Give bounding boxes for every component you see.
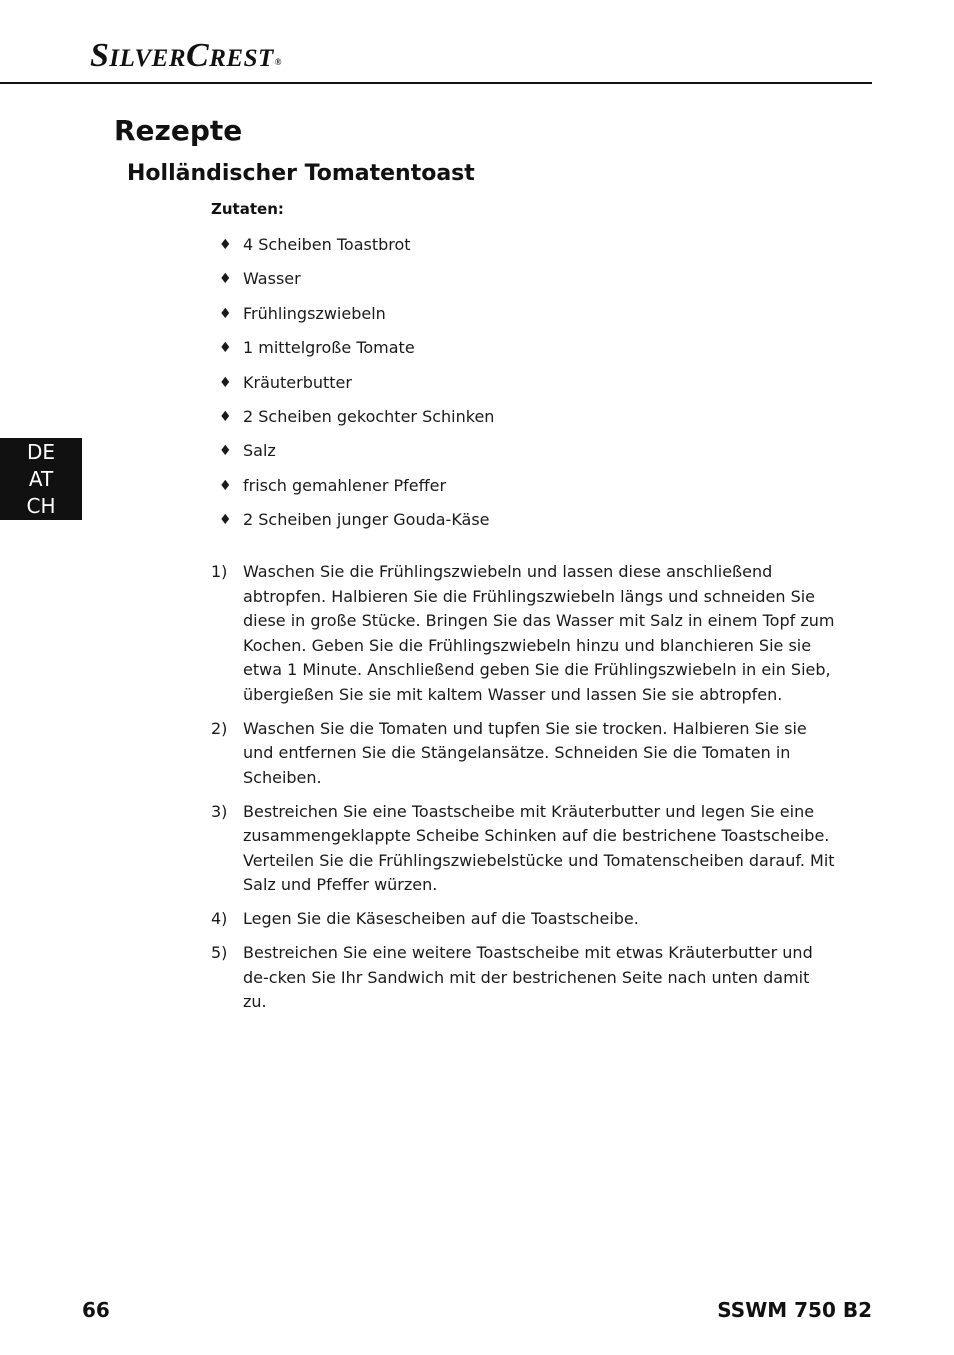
ingredient-text: Kräuterbutter: [243, 372, 352, 392]
silvercrest-logo: [90, 36, 282, 79]
recipe-title: Holländischer Tomatentoast: [127, 161, 475, 186]
ingredient-item: [211, 233, 494, 267]
ingredient-item: [211, 267, 494, 301]
ingredient-item: [211, 336, 494, 370]
diamond-bullet-icon: ♦: [219, 374, 232, 391]
step-number: 1): [211, 562, 228, 581]
section-title: Rezepte: [114, 114, 243, 147]
step-item: [211, 717, 836, 791]
language-tab: [0, 438, 82, 520]
step-number: 2): [211, 718, 228, 738]
language-at: AT: [28, 466, 54, 491]
ingredient-item: [211, 302, 494, 336]
brand-silver-s: S: [90, 37, 110, 74]
ingredients-heading: Zutaten:: [211, 200, 284, 218]
ingredient-text: Frühlingszwiebeln: [243, 303, 386, 323]
step-text: Waschen Sie die Tomaten und tupfen Sie sie trocken. Halbieren Sie sie und entfernen Sie die Stängelansätze. Schneiden Sie die Tomaten in Scheiben.: [243, 718, 807, 787]
step-text: Bestreichen Sie eine Toastscheibe mit Kräuterbutter und legen Sie eine zusammengeklappte Scheibe Schinken auf die bestrichene Toastscheibe. Verteilen Sie die Frühlingszwiebelstücke und Tomatenscheiben darauf. Mit Salz und Pfeffer würzen.: [243, 801, 835, 894]
ingredient-text: frisch gemahlener Pfeffer: [243, 475, 447, 495]
ingredient-item: [211, 508, 494, 542]
ingredient-text: 2 Scheiben junger Gouda-Käse: [243, 510, 490, 530]
diamond-bullet-icon: ♦: [219, 512, 232, 529]
step-number: 5): [211, 943, 228, 962]
step-item: [211, 907, 836, 932]
ingredients-list: [211, 233, 494, 543]
ingredient-text: Wasser: [243, 269, 301, 289]
step-number: 3): [211, 801, 228, 821]
diamond-bullet-icon: ♦: [219, 408, 232, 425]
step-number: 4): [211, 909, 228, 928]
step-item: [211, 800, 836, 898]
ingredient-text: 1 mittelgroße Tomate: [243, 338, 415, 358]
diamond-bullet-icon: ♦: [219, 237, 232, 253]
diamond-bullet-icon: ♦: [219, 340, 232, 357]
ingredient-item: [211, 405, 494, 439]
header-divider: [0, 82, 872, 84]
ingredient-text: Salz: [243, 441, 276, 461]
diamond-bullet-icon: ♦: [219, 477, 232, 494]
brand-crest-c: C: [186, 37, 210, 74]
ingredient-item: [211, 474, 494, 508]
step-item: [211, 560, 836, 707]
steps-list: [211, 560, 836, 1024]
ingredient-item: [211, 439, 494, 473]
language-de: DE: [26, 439, 56, 464]
ingredient-item: [211, 371, 494, 405]
step-text: Legen Sie die Käsescheiben auf die Toastscheibe.: [243, 909, 639, 928]
diamond-bullet-icon: ♦: [219, 443, 232, 460]
brand-crest-rest: REST: [209, 45, 274, 72]
step-text: Waschen Sie die Frühlingszwiebeln und lassen diese anschließend abtropfen. Halbieren Sie die Frühlingszwiebeln längs und schneiden Sie diese in große Stücke. Bringen Sie das Wasser mit Salz in einem Topf zum Kochen. Geben Sie die Frühlingszwiebeln hinzu und blanchieren Sie sie etwa 1 Minute. Anschließend geben Sie die Frühlingszwiebeln in ein Sieb, übergießen Sie sie mit kaltem Wasser und lassen Sie sie abtropfen.: [243, 562, 835, 704]
diamond-bullet-icon: ♦: [219, 305, 232, 322]
step-text: Bestreichen Sie eine weitere Toastscheibe mit etwas Kräuterbutter und de-cken Sie Ihr Sandwich mit der bestrichenen Seite nach unten damit zu.: [243, 943, 813, 1011]
ingredient-text: 2 Scheiben gekochter Schinken: [243, 406, 495, 426]
language-ch: CH: [26, 493, 56, 518]
diamond-bullet-icon: ♦: [219, 271, 232, 288]
model-number: SSWM 750 B2: [717, 1298, 872, 1322]
ingredient-text: 4 Scheiben Toastbrot: [243, 235, 411, 254]
brand-registered-mark: ®: [274, 57, 282, 67]
brand-silver-rest: ILVER: [109, 45, 187, 72]
page-number: 66: [82, 1298, 110, 1322]
step-item: [211, 941, 836, 1015]
